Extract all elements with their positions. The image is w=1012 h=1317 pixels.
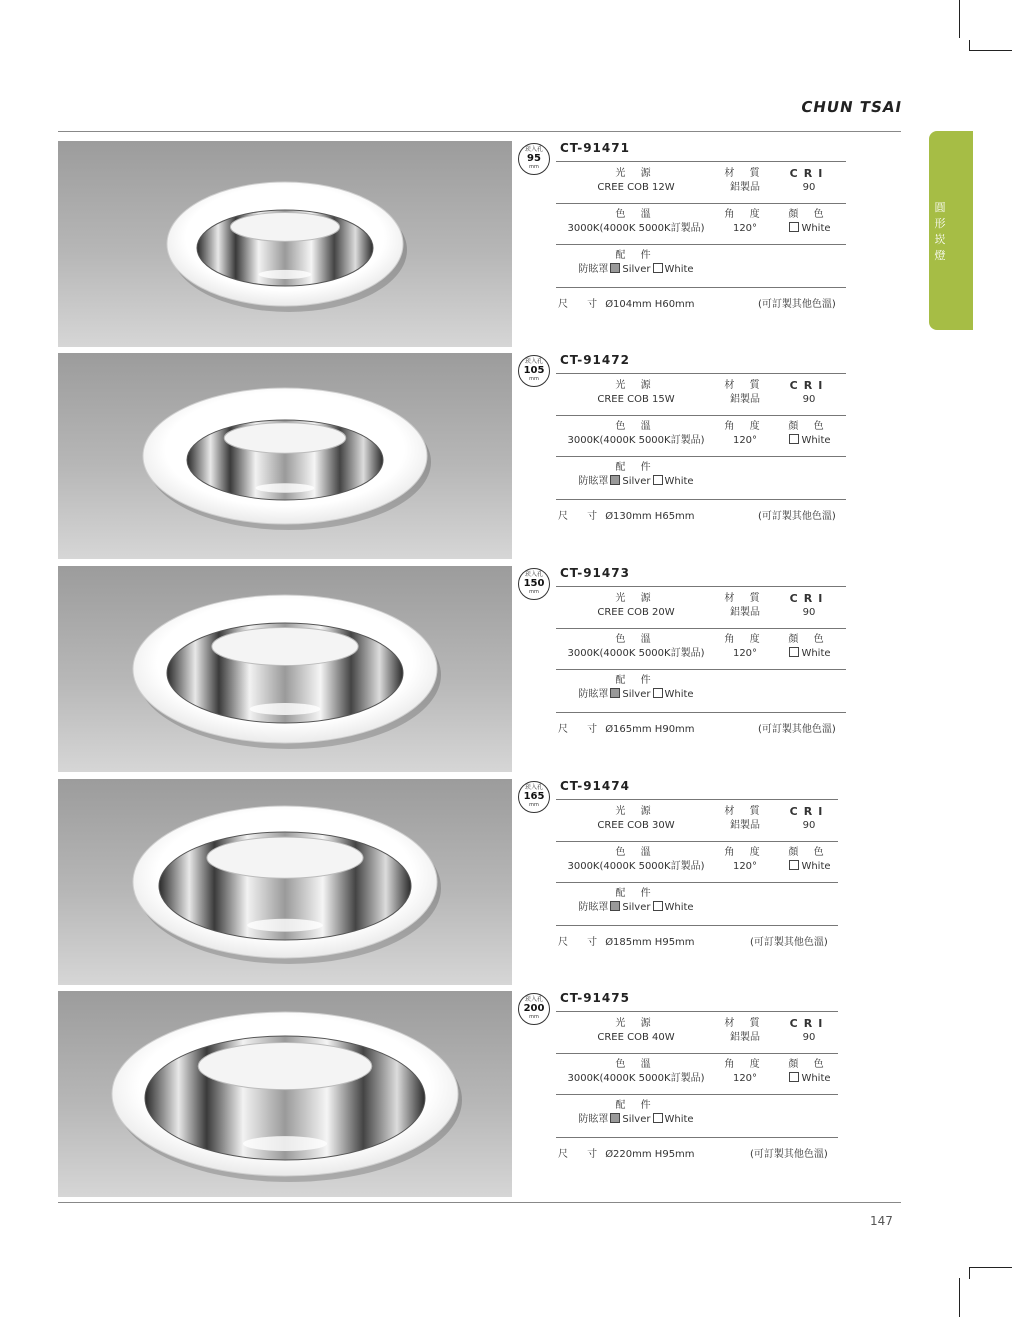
cutout-value: 165 xyxy=(523,791,545,802)
color-cell: 顏 色 White xyxy=(788,421,831,446)
accessory-cell: 配 件 防眩罩 Silver White xyxy=(578,888,694,913)
angle-cell: 角 度 120° xyxy=(724,1059,766,1084)
spec-divider xyxy=(556,244,846,245)
checkbox-icon xyxy=(789,222,799,232)
spec-divider xyxy=(556,628,846,629)
angle-cell: 角 度 120° xyxy=(724,634,766,659)
cutout-unit: mm xyxy=(529,589,539,595)
cutout-size-badge xyxy=(518,143,550,175)
material-cell: 材 質 鋁製品 xyxy=(724,593,766,618)
spec-divider xyxy=(556,586,846,587)
product-photo xyxy=(58,141,512,347)
light-source-cell: 光 源 CREE COB 20W xyxy=(597,593,675,618)
color-cell: 顏 色 White xyxy=(788,634,831,659)
spec-divider xyxy=(556,415,846,416)
checkbox-icon xyxy=(653,1113,663,1123)
custom-order-note: (可訂製其他色溫) xyxy=(758,511,836,522)
downlight-image xyxy=(58,353,512,559)
cri-cell: CRI 90 xyxy=(789,1017,829,1043)
crop-mark-top-short xyxy=(969,40,970,50)
checkbox-icon xyxy=(653,475,663,485)
cutout-value: 200 xyxy=(523,1003,545,1014)
cri-cell: CRI 90 xyxy=(789,379,829,405)
spec-divider xyxy=(556,1053,838,1054)
product-entry-ct-91474 xyxy=(58,779,908,985)
spec-divider xyxy=(556,925,838,926)
angle-cell: 角 度 120° xyxy=(724,209,766,234)
color-cell: 顏 色 White xyxy=(788,1059,831,1084)
cutout-size-badge xyxy=(518,568,550,600)
accessory-cell: 配 件 防眩罩 Silver White xyxy=(578,1100,694,1125)
material-cell: 材 質 鋁製品 xyxy=(724,380,766,405)
checkbox-checked-icon xyxy=(610,263,620,273)
cutout-size-badge xyxy=(518,781,550,813)
top-rule xyxy=(58,131,901,132)
material-cell: 材 質 鋁製品 xyxy=(724,1018,766,1043)
cutout-unit: mm xyxy=(529,164,539,170)
downlight-image xyxy=(58,779,512,985)
checkbox-icon xyxy=(789,647,799,657)
crop-mark-bottom-vertical xyxy=(959,1278,960,1317)
category-tab-label: 圓 形 崁 燈 xyxy=(934,201,946,262)
product-photo xyxy=(58,353,512,559)
material-cell: 材 質 鋁製品 xyxy=(724,806,766,831)
spec-divider xyxy=(556,499,846,500)
cri-cell: CRI 90 xyxy=(789,805,829,831)
checkbox-icon xyxy=(653,688,663,698)
cutout-label: 崁入孔 xyxy=(524,358,543,365)
cutout-value: 150 xyxy=(523,578,545,589)
spec-divider xyxy=(556,161,846,162)
model-number: CT-91471 xyxy=(560,141,630,155)
custom-order-note: (可訂製其他色溫) xyxy=(750,937,828,948)
custom-order-note: (可訂製其他色溫) xyxy=(758,299,836,310)
cutout-label: 崁入孔 xyxy=(524,784,543,791)
dimension-row: 尺 寸Ø185mm H95mm xyxy=(558,937,695,948)
model-number: CT-91472 xyxy=(560,353,630,367)
cutout-size-badge xyxy=(518,993,550,1025)
crop-mark-top-horizontal xyxy=(969,50,1012,51)
accessory-cell: 配 件 防眩罩 Silver White xyxy=(578,462,694,487)
spec-divider xyxy=(556,287,846,288)
cutout-size-badge xyxy=(518,355,550,387)
cutout-label: 崁入孔 xyxy=(524,996,543,1003)
cri-cell: CRI 90 xyxy=(789,592,829,618)
cutout-unit: mm xyxy=(529,802,539,808)
spec-divider xyxy=(556,456,846,457)
checkbox-checked-icon xyxy=(610,475,620,485)
product-entry-ct-91471 xyxy=(58,141,908,347)
product-entry-ct-91472 xyxy=(58,353,908,559)
spec-divider xyxy=(556,841,838,842)
product-entry-ct-91475 xyxy=(58,991,908,1197)
color-temp-cell: 色 溫 3000K(4000K 5000K訂製品) xyxy=(567,1059,705,1084)
cutout-value: 105 xyxy=(523,365,545,376)
crop-mark-top-vertical xyxy=(959,0,960,38)
checkbox-checked-icon xyxy=(610,688,620,698)
color-temp-cell: 色 溫 3000K(4000K 5000K訂製品) xyxy=(567,634,705,659)
cri-cell: CRI 90 xyxy=(789,167,829,193)
downlight-image xyxy=(58,141,512,347)
spec-divider xyxy=(556,203,846,204)
light-source-cell: 光 源 CREE COB 40W xyxy=(597,1018,675,1043)
material-cell: 材 質 鋁製品 xyxy=(724,168,766,193)
color-temp-cell: 色 溫 3000K(4000K 5000K訂製品) xyxy=(567,847,705,872)
custom-order-note: (可訂製其他色溫) xyxy=(758,724,836,735)
cutout-unit: mm xyxy=(529,1014,539,1020)
color-temp-cell: 色 溫 3000K(4000K 5000K訂製品) xyxy=(567,421,705,446)
dimension-row: 尺 寸Ø104mm H60mm xyxy=(558,299,695,310)
cutout-value: 95 xyxy=(527,153,541,164)
dimension-row: 尺 寸Ø220mm H95mm xyxy=(558,1149,695,1160)
spec-divider xyxy=(556,1137,838,1138)
product-photo xyxy=(58,991,512,1197)
angle-cell: 角 度 120° xyxy=(724,847,766,872)
spec-divider xyxy=(556,669,846,670)
cutout-label: 崁入孔 xyxy=(524,146,543,153)
accessory-cell: 配 件 防眩罩 Silver White xyxy=(578,675,694,700)
dimension-row: 尺 寸Ø165mm H90mm xyxy=(558,724,695,735)
model-number: CT-91475 xyxy=(560,991,630,1005)
model-number: CT-91474 xyxy=(560,779,630,793)
checkbox-icon xyxy=(789,434,799,444)
light-source-cell: 光 源 CREE COB 12W xyxy=(597,168,675,193)
product-entry-ct-91473 xyxy=(58,566,908,772)
checkbox-checked-icon xyxy=(610,901,620,911)
model-number: CT-91473 xyxy=(560,566,630,580)
custom-order-note: (可訂製其他色溫) xyxy=(750,1149,828,1160)
checkbox-icon xyxy=(653,263,663,273)
dimension-row: 尺 寸Ø130mm H65mm xyxy=(558,511,695,522)
color-temp-cell: 色 溫 3000K(4000K 5000K訂製品) xyxy=(567,209,705,234)
spec-divider xyxy=(556,1094,838,1095)
cutout-unit: mm xyxy=(529,376,539,382)
checkbox-icon xyxy=(789,860,799,870)
crop-mark-bottom-short xyxy=(969,1267,970,1279)
cutout-label: 崁入孔 xyxy=(524,571,543,578)
downlight-image xyxy=(58,991,512,1197)
color-cell: 顏 色 White xyxy=(788,209,831,234)
spec-divider xyxy=(556,882,838,883)
checkbox-checked-icon xyxy=(610,1113,620,1123)
accessory-cell: 配 件 防眩罩 Silver White xyxy=(578,250,694,275)
brand-logo: CHUN TSAI xyxy=(799,98,904,116)
checkbox-icon xyxy=(653,901,663,911)
product-photo xyxy=(58,566,512,772)
color-cell: 顏 色 White xyxy=(788,847,831,872)
product-photo xyxy=(58,779,512,985)
spec-divider xyxy=(556,712,846,713)
bottom-rule xyxy=(58,1202,901,1203)
angle-cell: 角 度 120° xyxy=(724,421,766,446)
checkbox-icon xyxy=(789,1072,799,1082)
crop-mark-bottom-horizontal xyxy=(969,1267,1012,1268)
spec-divider xyxy=(556,799,838,800)
light-source-cell: 光 源 CREE COB 30W xyxy=(597,806,675,831)
light-source-cell: 光 源 CREE COB 15W xyxy=(597,380,675,405)
downlight-image xyxy=(58,566,512,772)
page-number: 147 xyxy=(870,1214,893,1228)
spec-divider xyxy=(556,373,846,374)
spec-divider xyxy=(556,1011,838,1012)
